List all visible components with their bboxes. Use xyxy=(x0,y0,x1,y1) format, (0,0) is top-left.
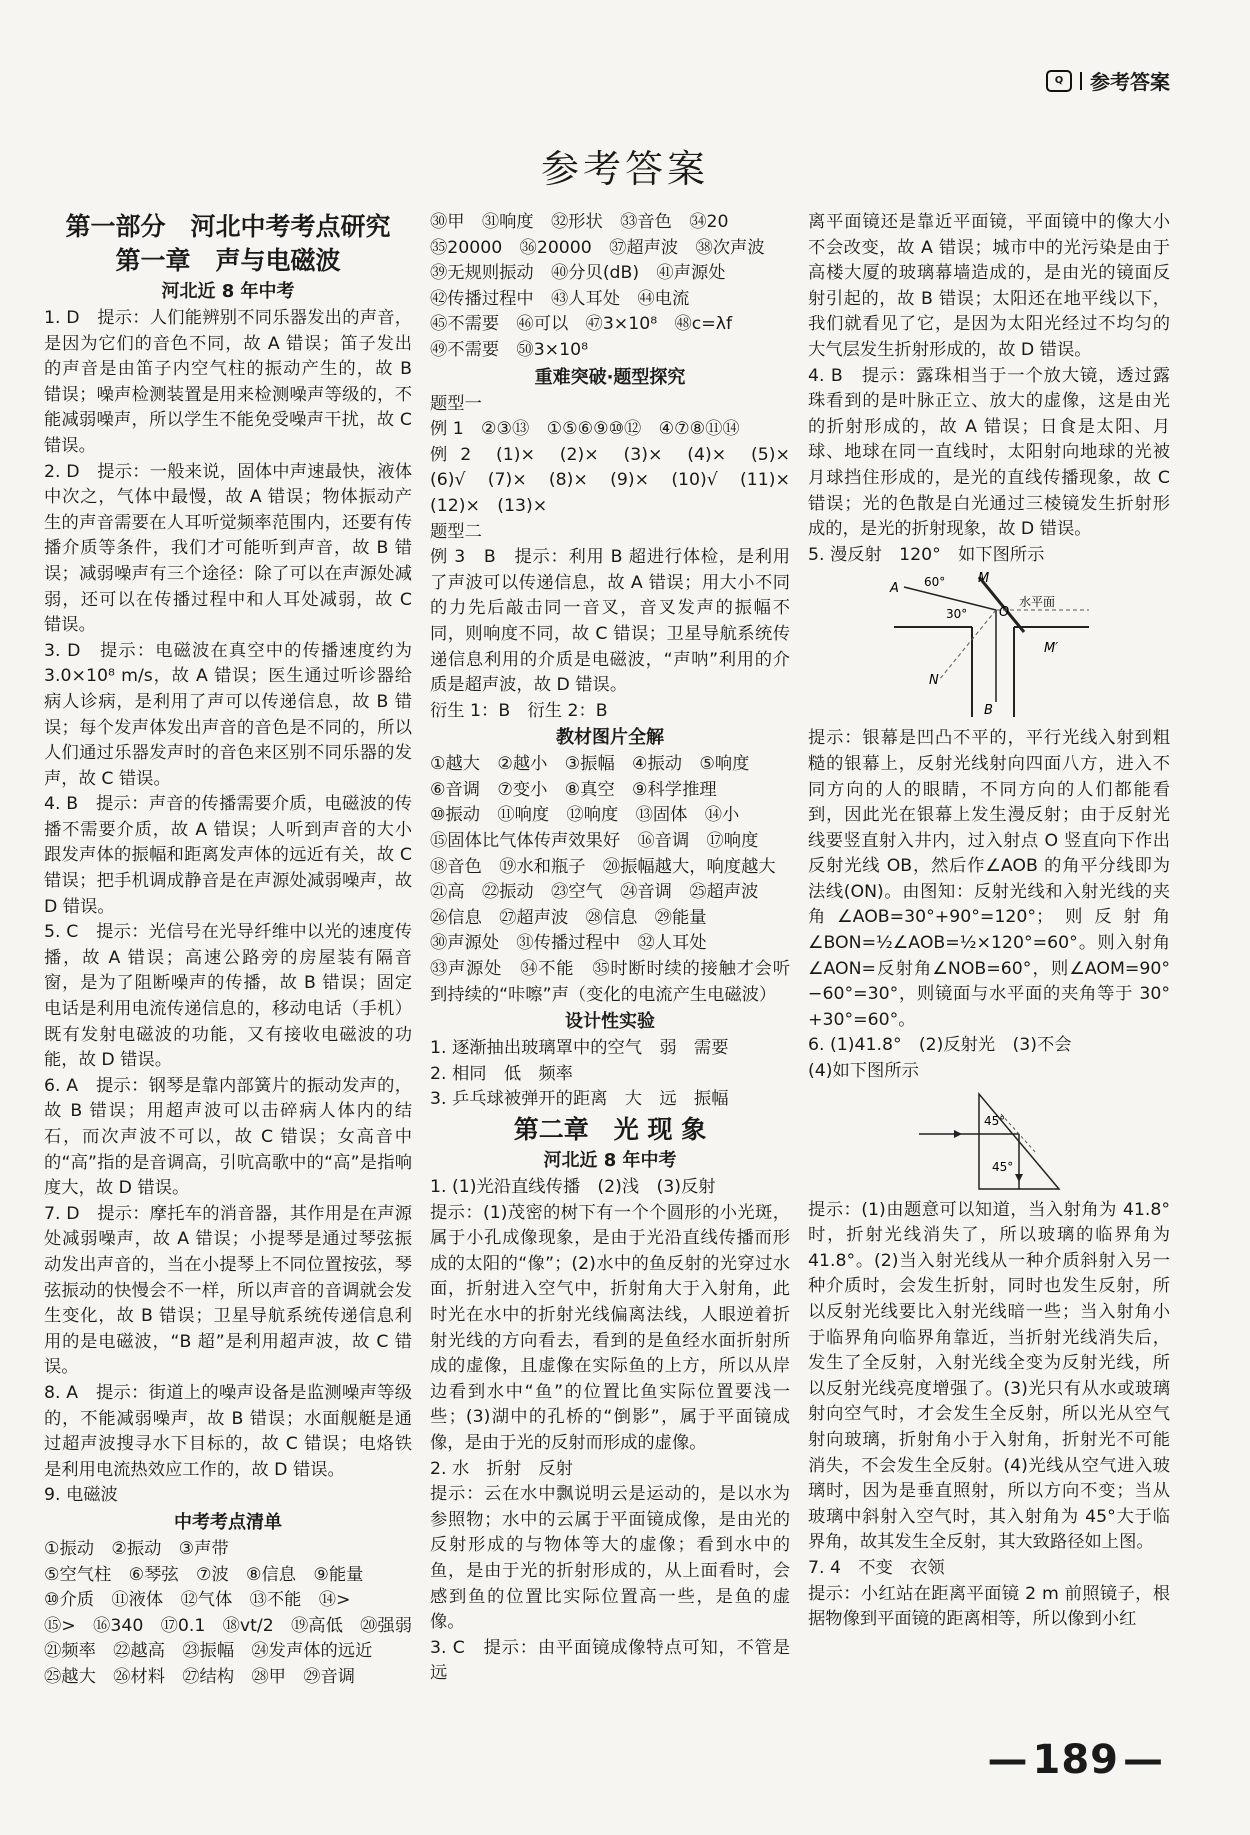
answer-paragraph: 4. B 提示：露珠相当于一个放大镜，透过露珠看到的是叶脉正立、放大的虚像，这是由光的折射形成的，故 A 错误；日食是太阳、月球、地球在同一直线时，太阳射向地球的光被月球挡住形成的，是光的直线传播现象，故 C 错误；光的色散是白光通过三棱镜发生折射形成的，是光的折射现象，故 D 错误。 xyxy=(808,365,1170,540)
answer-paragraph: 1. (1)光沿直线传播 (2)浅 (3)反射 xyxy=(430,1177,716,1197)
answer-paragraph: ⑩振动 ⑪响度 ⑫响度 ⑬固体 ⑭小 xyxy=(430,805,740,826)
page-title: 参考答案 xyxy=(540,147,709,191)
section-heading: 教材图片全解 xyxy=(556,727,664,749)
page-header xyxy=(1046,66,1170,95)
answer-paragraph: ⑱音色 ⑲水和瓶子 ⑳振幅越大，响度越大 xyxy=(430,856,776,877)
answer-paragraph: 例 2 (1)× (2)× (3)× (4)× (5)× (6)√ (7)× (8)× (9)× (10)√ (11)× (12)× (13)× xyxy=(430,444,808,516)
answer-paragraph: 例 3 B 提示：利用 B 超进行体检，是利用了声波可以传递信息，故 A 错误；用大小不同的力先后敲击同一音叉，音叉发声的振幅不同，则响度不同，故 C 错误；卫星导航系统传递信息利用的介质是电磁波，“声呐”利用的介质是超声波，故 D 错误。 xyxy=(430,547,790,696)
answer-paragraph: 7. 4 不变 衣领 xyxy=(808,1557,945,1578)
label-m: M xyxy=(978,572,990,587)
answer-paragraph: ㊴无规则振动 ㊵分贝(dB) ㊶声源处 xyxy=(430,263,726,284)
angle-label-2: 45° xyxy=(992,1159,1014,1174)
answer-paragraph: 提示：银幕是凹凸不平的，平行光线入射到粗糙的银幕上，反射光线射向四面八方，进入不同方向的人的眼睛，不同方向的人们都能看到，因此光在银幕上发生漫反射；由于反射光线要竖直射入井内，过入射点 O 竖直向下作出反射光线 OB，然后作∠AOB 的角平分线即为法线(ON)。由图知：反射光线和入射光线的夹角∠AOB=30°+90°=120°；则反射角∠BON=½∠AOB=½×120°=60°。则入射角∠AON=反射角∠NOB=60°，则∠AOM=90°−60°=30°，则镜面与水平面的夹角等于 30°+30°=60°。 xyxy=(808,728,1170,1030)
answer-paragraph: 3. D 提示：电磁波在真空中的传播速度约为 3.0×10⁸ m/s，故 A 错误；医生通过听诊器给病人诊病，是利用了声可以传递信息，故 B 错误；每个发声体发出声音的音色是不同的，所以人们通过乐器发声时的音色来区别不同乐器的发声，故 C 错误。 xyxy=(44,640,412,789)
answer-paragraph: ㉖信息 ㉗超声波 ㉘信息 ㉙能量 xyxy=(430,907,707,928)
answer-paragraph: 2. 相同 低 频率 xyxy=(430,1063,573,1084)
section-heading: 第一部分 河北中考考点研究 xyxy=(65,212,391,241)
answer-paragraph: 提示：云在水中飘说明云是运动的，是以水为参照物；水中的云属于平面镜成像，是由光的反射形成的与物体等大的虚像；看到水中的鱼，是由于光的折射形成的，从上面看时，会感到鱼的位置比实际位置高一些，是鱼的虚像。 xyxy=(430,1484,790,1633)
page-number: — 189 — xyxy=(988,1737,1165,1783)
section-heading: 设计性实验 xyxy=(565,1011,655,1033)
label-horizontal-plane: 水平面 xyxy=(1019,595,1056,610)
answer-paragraph: ①振动 ②振动 ③声带 xyxy=(44,1538,229,1559)
label-b: B xyxy=(984,703,993,719)
angle-label-1: 45° xyxy=(984,1113,1006,1128)
answer-paragraph: ①越大 ②越小 ③振幅 ④振动 ⑤响度 xyxy=(430,754,750,775)
section-heading: 河北近 8 年中考 xyxy=(161,281,295,302)
answer-paragraph: ㉕越大 ㉖材料 ㉗结构 ㉘甲 ㉙音调 xyxy=(44,1666,356,1687)
answer-paragraph: 提示：(1)由题意可以知道，当入射角为 41.8° 时，折射光线消失了，所以玻璃的临界角为 41.8°。(2)当入射光线从一种介质斜射入另一种介质时，会发生折射，同时也发生反射，所以反射光线要比入射光线暗一些；当入射角小于临界角向临界角靠近，当折射光线消失后，发生了全反射，入射光线全变为反射光线，所以反射光线亮度增强了。(3)光只有从水或玻璃射向空气时，才会发生全反射，所以光从空气射向玻璃，折射角小于入射角，折射光不可能消失，不会发生全反射。(4)光线从空气进入玻璃时，因为是垂直照射，所以方向不变；当从玻璃中斜射入空气时，其入射角为 45°大于临界角，故其发生全反射，其大致路径如上图。 xyxy=(808,1199,1170,1553)
column-1 xyxy=(44,210,412,1690)
section-heading: 重难突破·题型探究 xyxy=(534,366,686,388)
answer-paragraph: 3. 乒乓球被弹开的距离 大 远 振幅 xyxy=(430,1089,729,1110)
answer-paragraph: ㉚甲 ㉛响度 ㉜形状 ㉝音色 ㉞20 xyxy=(430,212,729,232)
angle-60: 60° xyxy=(924,575,946,590)
answer-paragraph: ㉚声源处 ㉛传播过程中 ㉜人耳处 xyxy=(430,933,707,954)
angle-30: 30° xyxy=(946,607,968,622)
label-m-prime: M′ xyxy=(1044,641,1059,657)
answer-paragraph: ㉟20000 ㊱20000 ㊲超声波 ㊳次声波 xyxy=(430,237,765,258)
logo-icon: Q xyxy=(1046,70,1072,92)
answer-paragraph: ㉑高 ㉒振动 ㉓空气 ㉔音调 ㉕超声波 xyxy=(430,882,759,903)
answer-paragraph: ⑥音调 ⑦变小 ⑧真空 ⑨科学推理 xyxy=(430,779,717,800)
section-heading: 第二章 光 现 象 xyxy=(513,1115,707,1144)
answer-paragraph: 例 1 ②③⑬ ①⑤⑥⑨⑩⑫ ④⑦⑧⑪⑭ xyxy=(430,419,740,440)
column-3-part-c xyxy=(808,1198,1170,1633)
answer-paragraph: 8. A 提示：街道上的噪声设备是监测噪声等级的，不能减弱噪声，故 B 错误；水面舰艇是通过超声波搜寻水下目标的，故 C 错误；电烙铁是利用电流热效应工作的，故 D 错误。 xyxy=(44,1382,412,1480)
answer-paragraph: 衍生 1：B 衍生 2：B xyxy=(430,700,608,721)
label-a: A xyxy=(890,581,899,597)
section-heading: 第一章 声与电磁波 xyxy=(115,246,341,275)
answer-paragraph: ㊺不需要 ㊻可以 ㊼3×10⁸ ㊽c=λf xyxy=(430,314,733,335)
column-3-part-a xyxy=(808,210,1170,568)
answer-paragraph: 6. (1)41.8° (2)反射光 (3)不会 xyxy=(808,1035,1072,1056)
answer-paragraph: 1. D 提示：人们能辨别不同乐器发出的声音，是因为它们的音色不同，故 A 错误；笛子发出的声音是由笛子内空气柱的振动产生的，故 B 错误；噪声检测装置是用来检测噪声等级的，不能减弱噪声，所以学生不能免受噪声干扰，故 C 错误。 xyxy=(44,308,412,456)
answer-paragraph: 7. D 提示：摩托车的消音器，其作用是在声源处减弱噪声，故 A 错误；小提琴是通过琴弦振动发出声音的，当在小提琴上不同位置按弦，琴弦振动的快慢会不一样，所以声音的音调就会发生变化，故 B 错误；卫星导航系统传递信息利用的是电磁波，“B 超”是利用超声波，故 C 错误。 xyxy=(44,1203,412,1378)
answer-paragraph: 4. B 提示：声音的传播需要介质，电磁波的传播不需要介质，故 A 错误；人听到声音的大小跟发声体的振幅和距离发声体的远近有关，故 C 错误；把手机调成静音是在声源处减弱噪声，故 D 错误。 xyxy=(44,794,412,917)
header-divider xyxy=(1080,72,1082,90)
answer-paragraph: 9. 电磁波 xyxy=(44,1485,118,1506)
answer-paragraph: ㉑频率 ㉒越高 ㉓振幅 ㉔发声体的远近 xyxy=(44,1641,373,1662)
answer-paragraph: ⑮固体比气体传声效果好 ⑯音调 ⑰响度 xyxy=(430,831,759,852)
answer-paragraph: 2. D 提示：一般来说，固体中声速最快，液体中次之，气体中最慢，故 A 错误；物体振动产生的声音需要在人耳听觉频率范围内，还要有传播介质等条件，我们才可能听到声音，故 B 错误；减弱噪声有三个途径：除了可以在声源处减弱，还可以在传播过程中和人耳处减弱，故 C 错误。 xyxy=(44,461,412,636)
answer-paragraph: ㊾不需要 ㊿3×10⁸ xyxy=(430,339,589,360)
answer-paragraph: (4)如下图所示 xyxy=(808,1061,919,1082)
section-heading: 中考考点清单 xyxy=(174,1511,282,1533)
answer-paragraph: 6. A 提示：钢琴是靠内部簧片的振动发声的，故 B 错误；用超声波可以击碎病人体内的结石，而次声波不可以，故 C 错误；女高音中的“高”指的是音调高，引吭高歌中的“高”是指响度大，故 D 错误。 xyxy=(44,1075,412,1199)
answer-paragraph: ⑮> ⑯340 ⑰0.1 ⑱vt/2 ⑲高低 ⑳强弱 xyxy=(44,1615,412,1636)
answer-paragraph: 2. 水 折射 反射 xyxy=(430,1458,573,1479)
answer-paragraph: ⑤空气柱 ⑥琴弦 ⑦波 ⑧信息 ⑨能量 xyxy=(44,1564,364,1585)
answer-paragraph: 题型一 xyxy=(430,393,482,414)
answer-paragraph: ㉝声源处 ㉞不能 ㉟时断时续的接触才会听到持续的“咔嚓”声（变化的电流产生电磁波） xyxy=(430,959,790,1005)
header-label: 参考答案 xyxy=(1090,70,1170,94)
column-3-part-b xyxy=(808,726,1170,1084)
prism-diagram xyxy=(909,1089,1069,1194)
label-o: O xyxy=(999,605,1010,621)
answer-paragraph: 提示：小红站在距离平面镜 2 m 前照镜子，根据物像到平面镜的距离相等，所以像到小红 xyxy=(808,1583,1170,1630)
answer-paragraph: 3. C 提示：由平面镜成像特点可知，不管是远 xyxy=(430,1637,790,1684)
answer-paragraph: ㊷传播过程中 ㊸人耳处 ㊹电流 xyxy=(430,288,690,309)
answer-paragraph: 题型二 xyxy=(430,521,482,542)
answer-paragraph: 1. 逐渐抽出玻璃罩中的空气 弱 需要 xyxy=(430,1038,729,1059)
section-heading: 河北近 8 年中考 xyxy=(543,1150,677,1171)
column-3 xyxy=(808,210,1170,1633)
answer-paragraph: 5. C 提示：光信号在光导纤维中以光的速度传播，故 A 错误；高速公路旁的房屋装有隔音窗，是为了阻断噪声的传播，故 B 错误；固定电话是利用电流传递信息的，移动电话（手机）既有发射电磁波的功能，又有接收电磁波的功能，故 D 错误。 xyxy=(44,922,412,1071)
answer-paragraph: 离平面镜还是靠近平面镜，平面镜中的像大小不会改变，故 A 错误；城市中的光污染是由于高楼大厦的玻璃幕墙造成的，是由光的镜面反射引起的，故 B 错误；太阳还在地平线以下，我们就看见了它，是因为太阳光经过不均匀的大气层发生折射形成的，故 D 错误。 xyxy=(808,212,1170,360)
reflection-diagram xyxy=(884,572,1094,722)
answer-paragraph: ⑩介质 ⑪液体 ⑫气体 ⑬不能 ⑭> xyxy=(44,1590,351,1611)
label-n: N xyxy=(929,673,939,689)
answer-paragraph: 提示：(1)茂密的树下有一个个圆形的小光斑，属于小孔成像现象，是由于光沿直线传播而形成的太阳的“像”；(2)水中的鱼反射的光穿过水面，折射进入空气中，折射角大于入射角，此时光在水中的折射光线偏离法线，人眼逆着折射光线的方向看去，看到的是鱼经水面折射所成的虚像，且虚像在实际鱼的上方，所以从岸边看到水中“鱼”的位置比鱼实际位置要浅一些；(3)湖中的孔桥的“倒影”，属于平面镜成像，是由于光的反射而形成的虚像。 xyxy=(430,1202,790,1453)
answer-paragraph: 5. 漫反射 120° 如下图所示 xyxy=(808,544,1045,565)
column-2 xyxy=(430,210,808,1687)
